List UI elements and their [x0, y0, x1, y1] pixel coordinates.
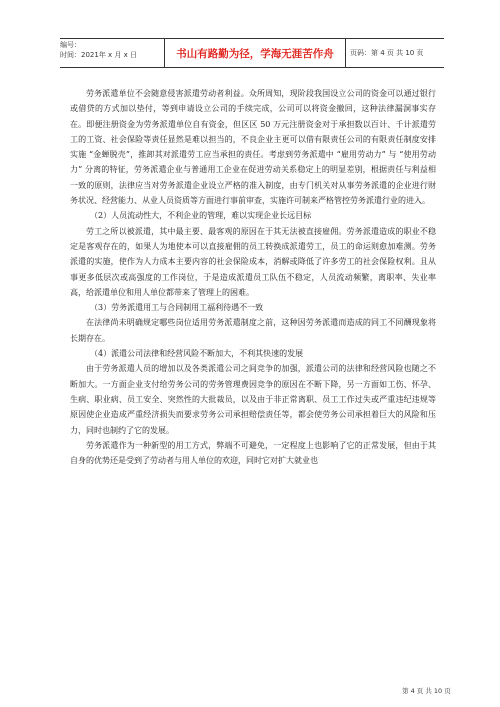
page-footer: 第 4 页 共 10 页 [402, 687, 451, 695]
header-motto: 书山有路勤为径，学海无涯苦作舟 [164, 39, 346, 67]
body-paragraph: 由于劳务派遣人员的增加以及各类派遣公司之间竞争的加强，派遣公司的法律和经营风险也随之不断加大。一方面企业支付给劳务公司的劳务管理费因竞争的原因在不断下降，另一方面如工伤、怀孕、生病、职业病、员工安全、突然性的大批裁员，以及由于非正常离职、员工工作过失或严重违纪违规等原因使企业造成严重经济损失而要求劳务公司承担赔偿责任等，都会使劳务公司承担着巨大的风险和压力，同时也制约了它的发展。 [70, 364, 436, 435]
body-paragraph: 劳工之所以被派遣，其中最主要、最客观的原因在于其无法被直接雇佣。劳务派遣造成的职业不稳定是客观存在的，如果人为地使本可以直接雇佣的员工转换成派遣劳工，员工的命运则愈加难测。劳务派遣的实施，使作为人力成本主要内容的社会保险成本，消解或降低了许多劳工的社会保险权利。且从事更多低层次或高强度的工作岗位，于是造成派遣员工队伍不稳定，人员流动频繁，离职率、失业率高，给派遣单位和用人单位都带来了管理上的困难。 [70, 226, 436, 297]
document-body [70, 86, 436, 468]
header-time-label: 时间：2021年 x 月 x 日 [60, 51, 137, 59]
header-page-label: 页码：第 4 页 共 10 页 [350, 49, 424, 57]
body-paragraph: 在法律尚未明确规定哪些岗位适用劳务派遣制度之前，这种因劳务派遣而造成的同工不同酬现象将长期存在。 [70, 318, 436, 343]
header-meta [60, 40, 137, 60]
body-paragraph: 劳务派遣单位不会随意侵害派遣劳动者利益。众所周知，现阶段我国设立公司的资金可以通过银行或借贷的方式加以垫付，等到申请设立公司的手续完成，公司可以将资金撤回，这种法律漏洞事实存在。即便注册资金为劳务派遣单位自有资金，但区区 50 万元注册资金对于承担数以百计、千计派遣劳工的工资、社会保险等责任显然是难以担当的，不良企业主更可以借有限责任公司的有限责任制度安排实施 “金蝉脱壳”，推卸其对派遣劳工应当承担的责任。考虑到劳务派遣中 “雇用劳动力” 与 “使用劳动力” 分离的特征，劳务派遣企业与普通用工企业在促进劳动关系稳定上的明显差别，根据责任与利益相一致的原则，法律应当对劳务派遣企业设立严格的准入制度，由专门机关对从事劳务派遣的企业进行财务状况、经营能力、从业人员资质等方面进行事前审查，实施许可制来严格管控劳务派遣行业的进入。 [70, 89, 436, 206]
page-header [60, 38, 444, 68]
section-heading: （3）劳务派遣用工与合同制用工福利待遇不一致 [90, 303, 264, 313]
header-number-label: 编号： [60, 41, 81, 49]
body-paragraph: 劳务派遣作为一种新型的用工方式，弊端不可避免，一定程度上也影响了它的正常发展，但由于其自身的优势还是受到了劳动者与用人单位的欢迎，同时它对扩大就业也 [70, 440, 436, 466]
section-heading: （4）派遣公司法律和经营风险不断加大，不利其快速的发展 [90, 349, 304, 359]
section-heading: （2）人员流动性大，不利企业的管理，难以实现企业长远目标 [90, 211, 312, 221]
